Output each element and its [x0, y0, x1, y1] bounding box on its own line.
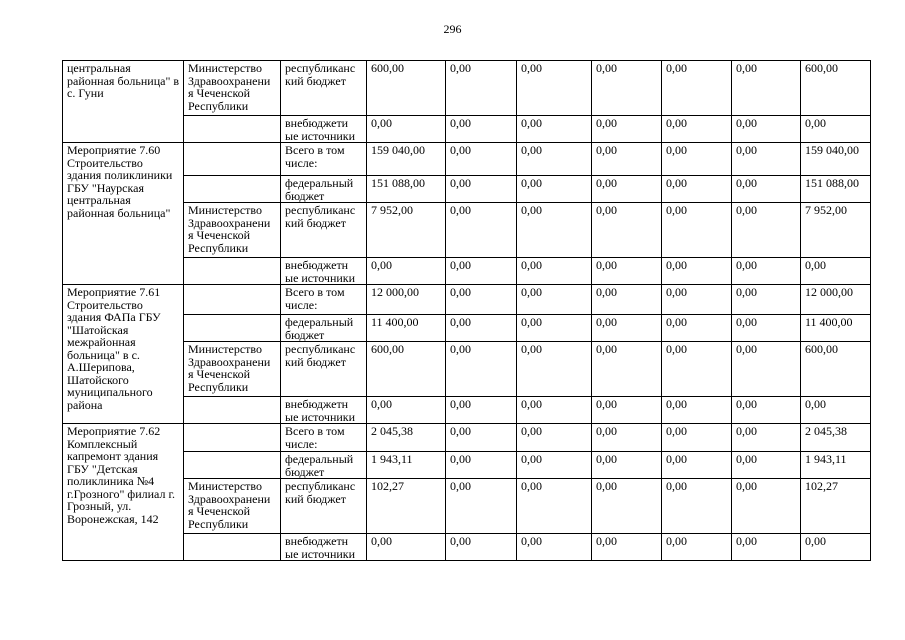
value-cell: 0,00: [801, 258, 871, 285]
ministry-cell: [184, 534, 281, 561]
value-cell: 0,00: [446, 342, 517, 397]
value-cell: 2 045,38: [801, 424, 871, 452]
source-cell: Всего в том числе:: [281, 424, 367, 452]
value-cell: 0,00: [732, 479, 801, 534]
value-cell: 0,00: [662, 176, 732, 203]
ministry-cell: Министерство Здравоохранени я Чеченской Республики: [184, 61, 281, 116]
ministry-cell: [184, 116, 281, 143]
value-cell: 0,00: [517, 342, 592, 397]
ministry-cell: Министерство Здравоохранени я Чеченской Республики: [184, 342, 281, 397]
table-row: [63, 176, 871, 203]
table-row: [63, 452, 871, 479]
source-cell: республиканс кий бюджет: [281, 203, 367, 258]
value-cell: 7 952,00: [367, 203, 446, 258]
value-cell: 0,00: [662, 315, 732, 342]
value-cell: 0,00: [801, 397, 871, 424]
value-cell: 0,00: [592, 61, 662, 116]
value-cell: 0,00: [662, 61, 732, 116]
table-row: [63, 342, 871, 397]
ministry-cell: Министерство Здравоохранени я Чеченской Республики: [184, 203, 281, 258]
value-cell: 0,00: [732, 342, 801, 397]
value-cell: 600,00: [367, 342, 446, 397]
value-cell: 0,00: [732, 203, 801, 258]
value-cell: 11 400,00: [367, 315, 446, 342]
table-row: [63, 285, 871, 315]
source-cell: республиканс кий бюджет: [281, 342, 367, 397]
value-cell: 2 045,38: [367, 424, 446, 452]
value-cell: 0,00: [446, 315, 517, 342]
value-cell: 0,00: [446, 534, 517, 561]
value-cell: 0,00: [662, 534, 732, 561]
value-cell: 1 943,11: [367, 452, 446, 479]
value-cell: 159 040,00: [367, 143, 446, 176]
value-cell: 0,00: [592, 397, 662, 424]
event-cell: центральная районная больница" в с. Гуни: [63, 61, 184, 143]
value-cell: 0,00: [446, 61, 517, 116]
source-cell: внебюджети ые источники: [281, 116, 367, 143]
value-cell: 0,00: [446, 479, 517, 534]
value-cell: 0,00: [446, 452, 517, 479]
value-cell: 0,00: [446, 176, 517, 203]
source-cell: внебюджетн ые источники: [281, 534, 367, 561]
value-cell: 0,00: [662, 116, 732, 143]
value-cell: 0,00: [592, 116, 662, 143]
ministry-cell: [184, 424, 281, 452]
value-cell: 0,00: [446, 258, 517, 285]
table-row: [63, 61, 871, 116]
value-cell: 0,00: [592, 342, 662, 397]
value-cell: 0,00: [446, 424, 517, 452]
value-cell: 0,00: [662, 143, 732, 176]
value-cell: 0,00: [732, 258, 801, 285]
ministry-cell: Министерство Здравоохранени я Чеченской Республики: [184, 479, 281, 534]
value-cell: 600,00: [367, 61, 446, 116]
page-number: 296: [443, 22, 462, 36]
value-cell: 0,00: [592, 258, 662, 285]
source-cell: республиканс кий бюджет: [281, 61, 367, 116]
ministry-cell: [184, 143, 281, 176]
value-cell: 0,00: [517, 534, 592, 561]
value-cell: 0,00: [732, 61, 801, 116]
value-cell: 0,00: [662, 479, 732, 534]
ministry-cell: [184, 397, 281, 424]
event-cell: Мероприятие 7.62 Комплексный капремонт здания ГБУ "Детская поликлиника №4 г.Грозного" филиал г. Грозный, ул. Воронежская, 142: [63, 424, 184, 561]
ministry-cell: [184, 176, 281, 203]
value-cell: 0,00: [517, 424, 592, 452]
event-cell: Мероприятие 7.61 Строительство здания ФАПа ГБУ "Шатойская межрайонная больница" в с. А.Шерипова, Шатойского муниципального района: [63, 285, 184, 424]
value-cell: 0,00: [367, 397, 446, 424]
value-cell: 0,00: [592, 143, 662, 176]
value-cell: 151 088,00: [801, 176, 871, 203]
value-cell: 0,00: [517, 116, 592, 143]
value-cell: 0,00: [517, 258, 592, 285]
value-cell: 0,00: [662, 258, 732, 285]
value-cell: 0,00: [801, 116, 871, 143]
value-cell: 0,00: [732, 143, 801, 176]
value-cell: 0,00: [732, 452, 801, 479]
source-cell: Всего в том числе:: [281, 143, 367, 176]
value-cell: 0,00: [592, 315, 662, 342]
value-cell: 0,00: [367, 534, 446, 561]
value-cell: 0,00: [517, 285, 592, 315]
value-cell: 0,00: [367, 258, 446, 285]
ministry-cell: [184, 315, 281, 342]
value-cell: 12 000,00: [801, 285, 871, 315]
value-cell: 0,00: [446, 397, 517, 424]
value-cell: 600,00: [801, 61, 871, 116]
table-row: [63, 424, 871, 452]
source-cell: федеральный бюджет: [281, 315, 367, 342]
table-row: [63, 203, 871, 258]
event-cell: Мероприятие 7.60 Строительство здания поликлиники ГБУ "Наурская центральная районная больница": [63, 143, 184, 285]
ministry-cell: [184, 452, 281, 479]
value-cell: 1 943,11: [801, 452, 871, 479]
source-cell: внебюджетн ые источники: [281, 258, 367, 285]
value-cell: 0,00: [662, 285, 732, 315]
source-cell: федеральный бюджет: [281, 176, 367, 203]
value-cell: 0,00: [732, 424, 801, 452]
table-row: [63, 397, 871, 424]
value-cell: 0,00: [732, 285, 801, 315]
value-cell: 0,00: [367, 116, 446, 143]
source-cell: федеральный бюджет: [281, 452, 367, 479]
table-row: [63, 258, 871, 285]
value-cell: 7 952,00: [801, 203, 871, 258]
value-cell: 0,00: [517, 61, 592, 116]
value-cell: 159 040,00: [801, 143, 871, 176]
value-cell: 0,00: [517, 176, 592, 203]
ministry-cell: [184, 258, 281, 285]
source-cell: республиканс кий бюджет: [281, 479, 367, 534]
value-cell: 0,00: [662, 397, 732, 424]
value-cell: 0,00: [732, 116, 801, 143]
value-cell: 0,00: [446, 285, 517, 315]
value-cell: 0,00: [517, 452, 592, 479]
value-cell: 0,00: [517, 143, 592, 176]
value-cell: 0,00: [446, 203, 517, 258]
value-cell: 0,00: [592, 479, 662, 534]
value-cell: 0,00: [662, 342, 732, 397]
value-cell: 0,00: [592, 424, 662, 452]
table-row: [63, 143, 871, 176]
value-cell: 0,00: [592, 176, 662, 203]
value-cell: 0,00: [517, 315, 592, 342]
value-cell: 0,00: [732, 397, 801, 424]
value-cell: 102,27: [801, 479, 871, 534]
value-cell: 0,00: [662, 424, 732, 452]
source-cell: Всего в том числе:: [281, 285, 367, 315]
value-cell: 0,00: [732, 315, 801, 342]
table-row: [63, 116, 871, 143]
value-cell: 11 400,00: [801, 315, 871, 342]
value-cell: 0,00: [592, 452, 662, 479]
value-cell: 0,00: [517, 479, 592, 534]
table-row: [63, 315, 871, 342]
value-cell: 600,00: [801, 342, 871, 397]
value-cell: 0,00: [517, 397, 592, 424]
value-cell: 102,27: [367, 479, 446, 534]
table-row: [63, 534, 871, 561]
value-cell: 0,00: [446, 116, 517, 143]
value-cell: 0,00: [732, 534, 801, 561]
value-cell: 0,00: [592, 203, 662, 258]
value-cell: 12 000,00: [367, 285, 446, 315]
value-cell: 0,00: [662, 452, 732, 479]
value-cell: 151 088,00: [367, 176, 446, 203]
ministry-cell: [184, 285, 281, 315]
value-cell: 0,00: [517, 203, 592, 258]
source-cell: внебюджетн ые источники: [281, 397, 367, 424]
budget-table: [62, 60, 871, 561]
value-cell: 0,00: [592, 534, 662, 561]
value-cell: 0,00: [732, 176, 801, 203]
value-cell: 0,00: [592, 285, 662, 315]
value-cell: 0,00: [801, 534, 871, 561]
table-row: [63, 479, 871, 534]
value-cell: 0,00: [446, 143, 517, 176]
value-cell: 0,00: [662, 203, 732, 258]
